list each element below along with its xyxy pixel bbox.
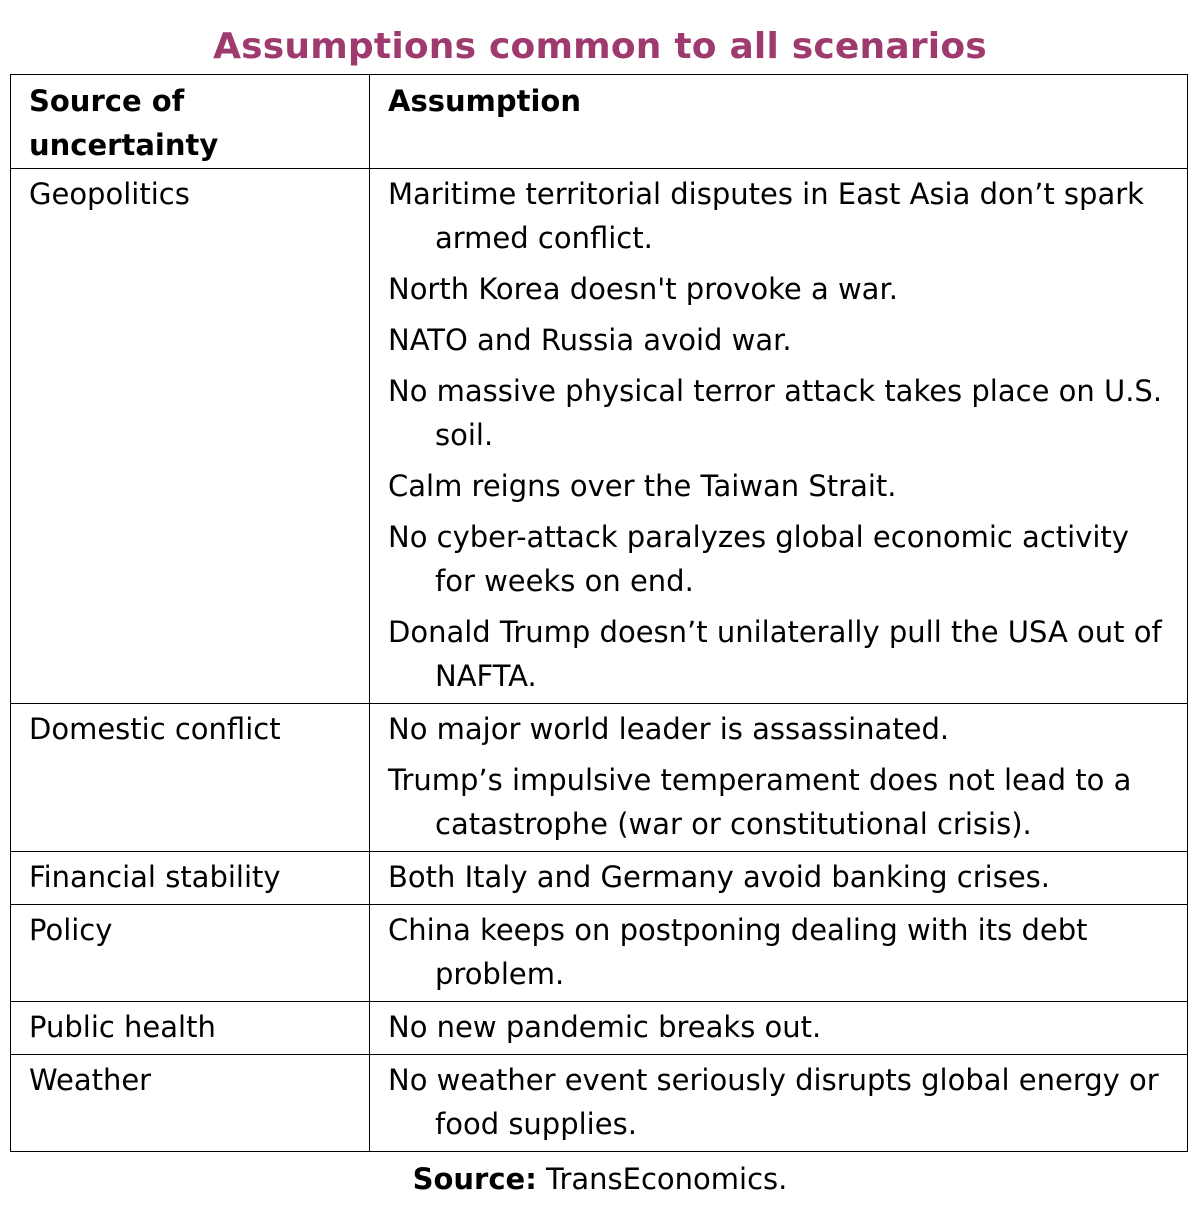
assumption-item: Calm reigns over the Taiwan Strait. [388, 469, 897, 503]
assumption-cell [370, 905, 1188, 1002]
assumption-cell [370, 1002, 1188, 1055]
assumption-item: China keeps on postponing dealing with its debt problem. [388, 913, 1088, 991]
assumption-item: Trump’s impulsive temperament does not lead to a catastrophe (war or constitutional crisis). [388, 763, 1132, 841]
source-cell: Domestic conflict [11, 704, 370, 852]
source-cell: Weather [11, 1055, 370, 1152]
assumption-item: No major world leader is assassinated. [388, 712, 950, 746]
source-text: TransEconomics. [546, 1162, 788, 1196]
assumptions-table [10, 74, 1188, 1152]
table-row [11, 852, 1188, 905]
assumption-item: Maritime territorial disputes in East Asia don’t spark armed conflict. [388, 177, 1144, 255]
table-row [11, 1002, 1188, 1055]
header-source-of-uncertainty: Source of uncertainty [11, 75, 370, 169]
assumption-item: No weather event seriously disrupts global energy or food supplies. [388, 1063, 1159, 1141]
header-assumption: Assumption [370, 75, 1188, 169]
assumption-item: No massive physical terror attack takes place on U.S. soil. [388, 374, 1163, 452]
assumption-cell [370, 852, 1188, 905]
page-title: Assumptions common to all scenarios [213, 26, 987, 67]
source-note [0, 1162, 1200, 1196]
assumption-item: No cyber-attack paralyzes global economic activity for weeks on end. [388, 520, 1129, 598]
source-cell: Policy [11, 905, 370, 1002]
table-header-row [11, 75, 1188, 169]
assumption-item: No new pandemic breaks out. [388, 1010, 822, 1044]
assumption-cell [370, 704, 1188, 852]
table-row [11, 1055, 1188, 1152]
assumption-item: Donald Trump doesn’t unilaterally pull the USA out of NAFTA. [388, 615, 1162, 693]
assumption-cell [370, 1055, 1188, 1152]
table-row [11, 169, 1188, 704]
source-cell: Financial stability [11, 852, 370, 905]
table-row [11, 704, 1188, 852]
assumption-item: Both Italy and Germany avoid banking crises. [388, 860, 1051, 894]
source-cell: Geopolitics [11, 169, 370, 704]
table-row [11, 905, 1188, 1002]
source-label: Source: [412, 1162, 537, 1196]
assumption-item: North Korea doesn't provoke a war. [388, 272, 898, 306]
source-cell: Public health [11, 1002, 370, 1055]
assumption-cell [370, 169, 1188, 704]
assumption-item: NATO and Russia avoid war. [388, 323, 792, 357]
